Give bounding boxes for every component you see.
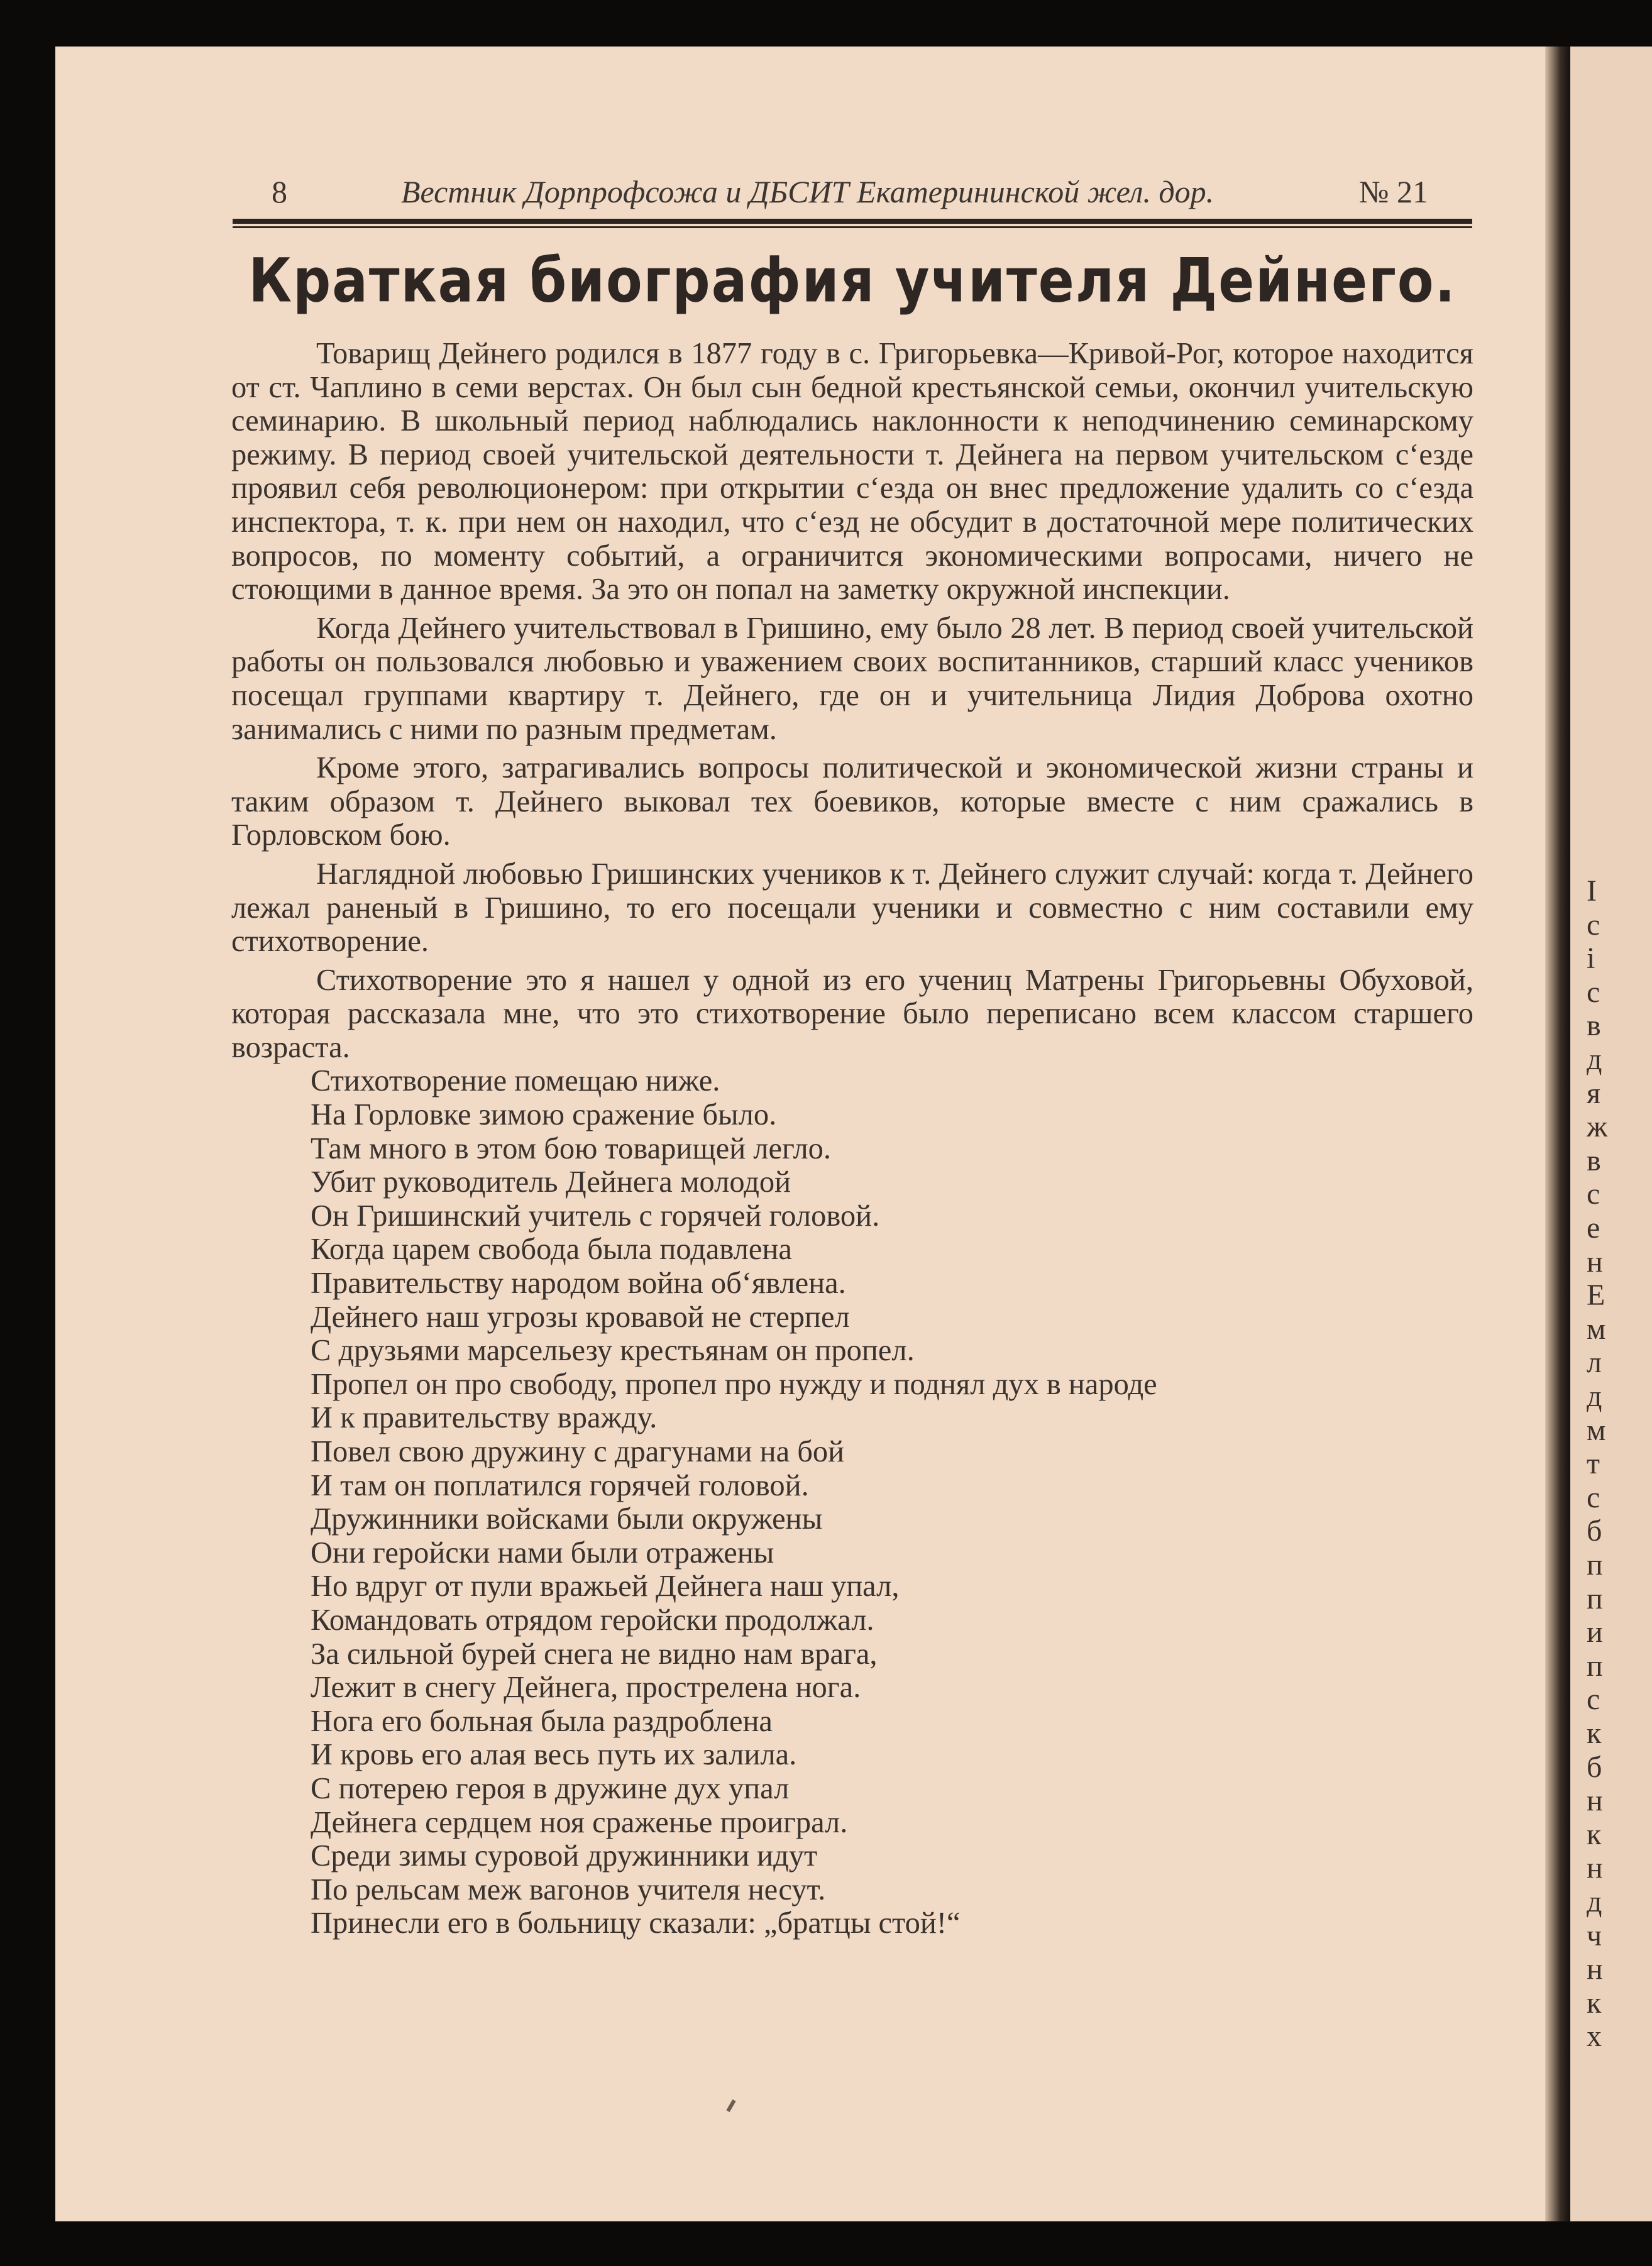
header-rule-thick [233, 219, 1472, 224]
poem-line: На Горловке зимою сражение было. [311, 1098, 777, 1132]
facing-page-letter: с [1587, 975, 1600, 1009]
facing-page-letter: б [1587, 1514, 1602, 1548]
facing-page-letter: е [1587, 1211, 1600, 1245]
facing-page-letter: в [1587, 1009, 1601, 1043]
facing-page-letter: н [1587, 1952, 1603, 1986]
facing-page-letter: д [1587, 1043, 1602, 1076]
poem-line: Командовать отрядом геройски продолжал. [311, 1603, 874, 1637]
facing-page-letter: н [1587, 1784, 1603, 1818]
article-body [231, 337, 1473, 1940]
poem-line: Пропел он про свободу, пропел про нужду и поднял дух в народе [311, 1367, 1157, 1401]
facing-page-letter: д [1587, 1885, 1602, 1918]
facing-page-letter: д [1587, 1380, 1602, 1413]
facing-page-letter: и [1587, 1615, 1603, 1649]
poem-line: Принесли его в больницу сказали: „братцы стой!“ [311, 1906, 961, 1940]
poem-line: С друзьями марсельезу крестьянам он пропел. [311, 1334, 915, 1368]
facing-page-letter: с [1587, 1480, 1600, 1514]
facing-page-letter: ж [1587, 1110, 1608, 1144]
facing-page-letter: п [1587, 1548, 1603, 1581]
poem-line: По рельсам меж вагонов учителя несут. [311, 1873, 826, 1906]
poem-line: И там он поплатился горячей головой. [311, 1468, 809, 1502]
page-number: 8 [272, 174, 287, 209]
facing-page-letter: с [1587, 1683, 1600, 1717]
poem-line: Дружинники войсками были окружены [311, 1502, 823, 1536]
running-header [233, 173, 1472, 217]
paragraph: Стихотворение это я нашел у одной из его учениц Матрены Григорьевны Обуховой, которая рассказала мне, что это стихотворение было переписано всем классом старшего возраста. [231, 963, 1473, 1064]
paragraph: Наглядной любовью Гришинских учеников к т. Дейнего служит случай: когда т. Дейнего лежал раненый в Гришино, то его посещали ученики и совместно с ним составили ему стихотворение. [231, 857, 1473, 959]
poem-line: За сильной бурей снега не видно нам врага, [311, 1637, 878, 1671]
facing-page-letter: б [1587, 1750, 1602, 1784]
issue-number: № 21 [1358, 174, 1428, 209]
poem-line: Когда царем свобода была подавлена [311, 1233, 792, 1267]
facing-page-letter: п [1587, 1649, 1603, 1683]
facing-page-letter: с [1587, 908, 1600, 942]
poem-line: И к правительству вражду. [311, 1401, 658, 1435]
book-spine [1545, 47, 1570, 2221]
poem-line: Дейнего наш угрозы кровавой не стерпел [311, 1300, 850, 1334]
facing-page-letter: с [1587, 1177, 1600, 1211]
poem-line: Он Гришинский учитель с горячей головой. [311, 1199, 880, 1233]
poem-line: Среди зимы суровой дружинники идут [311, 1839, 818, 1873]
facing-page-letter: н [1587, 1851, 1603, 1885]
facing-page-letter: м [1587, 1312, 1606, 1346]
facing-page-letter: в [1587, 1143, 1601, 1177]
poem-intro: Стихотворение помещаю ниже. [311, 1064, 720, 1098]
facing-page-letter: х [1587, 2020, 1602, 2054]
facing-page-edge [1570, 47, 1652, 2221]
paragraph: Кроме этого, затрагивались вопросы политической и экономической жизни страны и таким образом т. Дейнего выковал тех боевиков, которые вместе с ним сражались в Горловском бою. [231, 751, 1473, 852]
poem-line: Убит руководитель Дейнега молодой [311, 1165, 791, 1199]
article-title: Краткая биография учителя Дейнего. [248, 245, 1457, 316]
facing-page-letter: п [1587, 1581, 1603, 1615]
facing-page-letter: Е [1587, 1279, 1605, 1312]
facing-page-letter: л [1587, 1346, 1602, 1380]
facing-page-letter: к [1587, 1717, 1602, 1750]
facing-page-letter: м [1587, 1413, 1606, 1447]
poem-line: Но вдруг от пули вражьей Дейнега наш упал, [311, 1570, 900, 1603]
poem-line: И кровь его алая весь путь их залила. [311, 1738, 797, 1772]
poem-line: Нога его больная была раздроблена [311, 1704, 773, 1738]
poem-line: Правительству народом война об‘явлена. [311, 1267, 846, 1301]
facing-page-letter: і [1587, 942, 1595, 976]
poem-line: Там много в этом бою товарищей легло. [311, 1131, 832, 1165]
paragraph: Товарищ Дейнего родился в 1877 году в с. Григорьевка—Кривой-Рог, которое находится от ст. Чаплино в семи верстах. Он был сын бедной крестьянской семьи, окончил учительскую семинарию. В школьный период наблюдались наклонности к неподчинению семинарскому режиму. В период своей учительской деятельности т. Дейнега на первом учительском с‘езде проявил себя революционером: при открытии с‘езда он внес предложение удалить со с‘езда инспектора, т. к. при нем он находил, что с‘езд не обсудит в достаточной мере политических вопросов, по моменту событий, а ограничится экономическими вопросами, ничего не стоющими в данное время. За это он попал на заметку окружной инспекции. [231, 337, 1473, 607]
facing-page-letter: к [1587, 1986, 1602, 2020]
facing-page-letter: н [1587, 1245, 1603, 1279]
facing-page-letter: ч [1587, 1918, 1602, 1952]
poem-line: Они геройски нами были отражены [311, 1536, 774, 1570]
poem-line: Повел свою дружину с драгунами на бой [311, 1435, 845, 1468]
facing-page-letter: І [1587, 874, 1597, 908]
poem-line: Лежит в снегу Дейнега, прострелена нога. [311, 1671, 861, 1705]
facing-page-letter: т [1587, 1447, 1600, 1481]
header-rule-thin [233, 226, 1472, 228]
poem-line: Дейнега сердцем ноя сраженье проиграл. [311, 1805, 848, 1839]
poem-line: С потерею героя в дружине дух упал [311, 1771, 790, 1805]
paragraph: Когда Дейнего учительствовал в Гришино, ему было 28 лет. В период своей учительской работы он пользовался любовью и уважением своих воспитанников, старший класс учеников посещал группами квартиру т. Дейнего, где он и учительница Лидия Доброва охотно занимались с ними по разным предметам. [231, 611, 1473, 746]
periodical-title: Вестник Дорпрофсожа и ДБСИТ Екатерининской жел. дор. [401, 174, 1214, 209]
facing-page-letter: я [1587, 1076, 1601, 1110]
poem [231, 1064, 1473, 1940]
facing-page-letter: к [1587, 1817, 1602, 1851]
